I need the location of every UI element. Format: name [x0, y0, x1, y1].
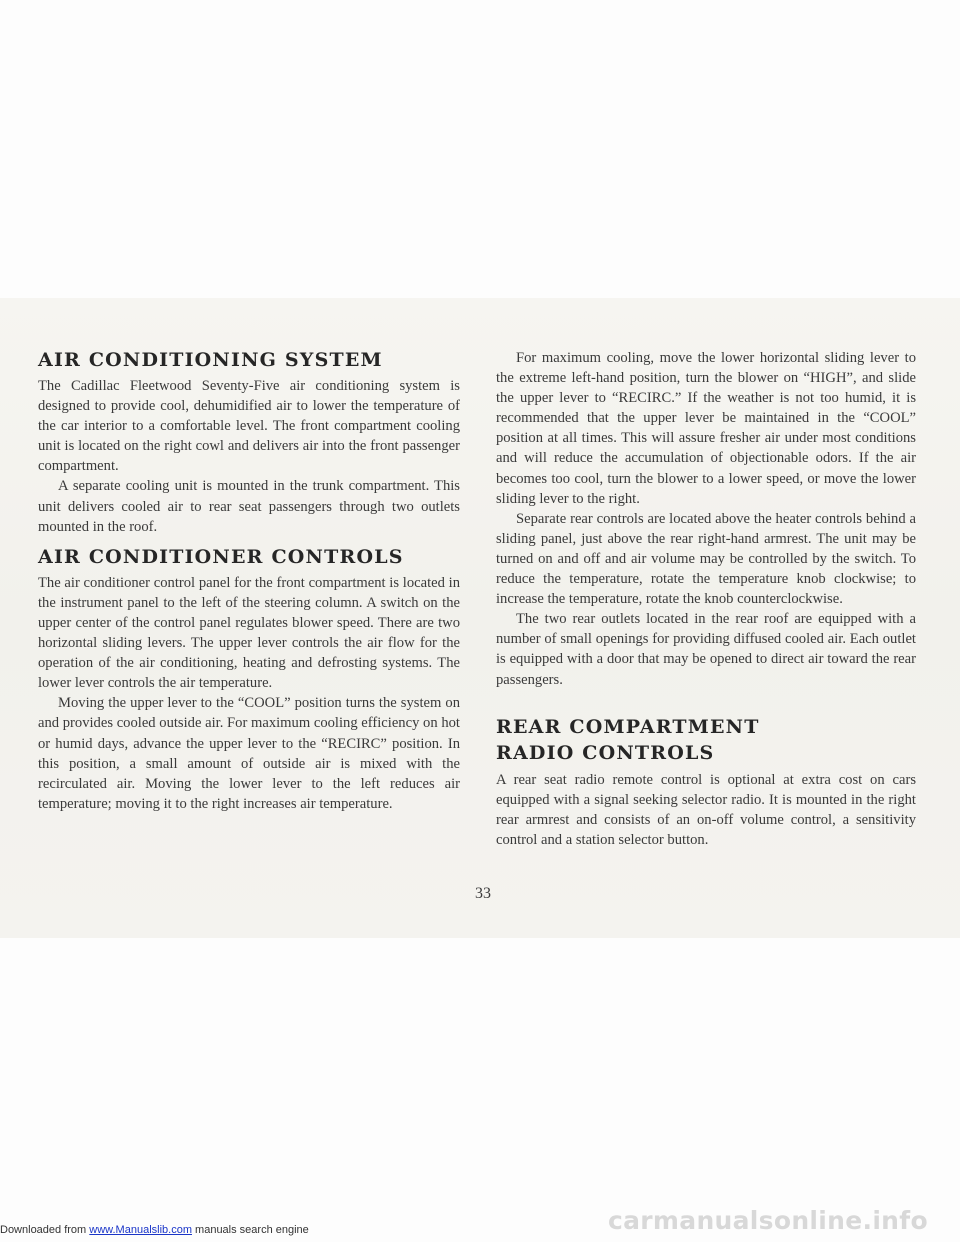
paragraph-rear-outlets: The two rear outlets located in the rear roof are equipped with a number of small openings for providing diffused cooled air. Each outlet is equipped with a door that may be opened to direct air toward the rear passengers.	[496, 611, 916, 688]
heading-rear-compartment-radio-controls	[496, 714, 916, 766]
heading-air-conditioning-system: AIR CONDITIONING SYSTEM	[38, 349, 383, 371]
heading-air-conditioner-controls: AIR CONDITIONER CONTROLS	[38, 545, 404, 568]
paragraph-rear-controls: Separate rear controls are located above the heater controls behind a sliding panel, just above the rear right-hand armrest. The unit may be turned on and off and air volume may be controlled by the switch. To reduce the temperature, rotate the temperature knob clockwise; to increase the temperature, rotate the knob counterclockwise.	[496, 510, 916, 608]
download-footer	[0, 1224, 960, 1236]
paragraph-rear-radio: A rear seat radio remote control is optional at extra cost on cars equipped with a signal seeking selector radio. It is mounted in the right rear armrest and consists of an on-off volume control, a sensitivity control and a station selector button.	[496, 771, 916, 848]
manualslib-link[interactable]: www.Manualslib.com	[89, 1224, 192, 1236]
heading-line-1: REAR COMPARTMENT	[496, 715, 760, 738]
paragraph-maximum-cooling: For maximum cooling, move the lower horizontal sliding lever to the extreme left-hand position, turn the blower on “HIGH”, and slide the upper lever to “RECIRC.” If the weather is not too humid, it is recommended that the upper lever be maintained in the “COOL” position at all times. This will assure fresher air under most conditions and will reduce the accumulation of objectionable odors. If the air becomes too cool, turn the blower to a lower speed, or move the lower sliding lever to the right.	[496, 350, 916, 507]
paragraph-control-panel: The air conditioner control panel for the front compartment is located in the instrument panel to the left of the steering column. A switch on the upper center of the control panel regulates blower speed. There are two horizontal sliding levers. The upper lever controls the air flow for the operation of the air conditioning, heating and defrosting systems. The lower lever controls the air temperature.	[38, 574, 460, 692]
left-column	[38, 348, 460, 814]
paragraph-rear-cooling-unit: A separate cooling unit is mounted in the trunk compartment. This unit delivers cooled air to rear seat passengers through two outlets mounted in the roof.	[38, 478, 460, 535]
paragraph-ac-system-intro: The Cadillac Fleetwood Seventy-Five air conditioning system is designed to provide cool, dehumidified air to lower the temperature of the car interior to a comfortable level. The front compartment cooling unit is located on the right cowl and delivers air into the front passenger compartment.	[38, 378, 460, 475]
watermark: carmanualsonline.info	[608, 1206, 928, 1235]
page-number: 33	[475, 885, 491, 902]
right-column	[496, 348, 916, 850]
paragraph-lever-operation: Moving the upper lever to the “COOL” position turns the system on and provides cooled outside air. For maximum cooling efficiency on hot or humid days, advance the upper lever to the “RECIRC” position. In this position, a small amount of outside air is mixed with the recirculated air. Moving the lower lever to the left reduces air temperature; moving it to the right increases air temperature.	[38, 695, 460, 812]
heading-line-2: RADIO CONTROLS	[496, 741, 715, 764]
footer-prefix: Downloaded from	[0, 1224, 90, 1236]
footer-suffix: manuals search engine	[191, 1224, 309, 1236]
